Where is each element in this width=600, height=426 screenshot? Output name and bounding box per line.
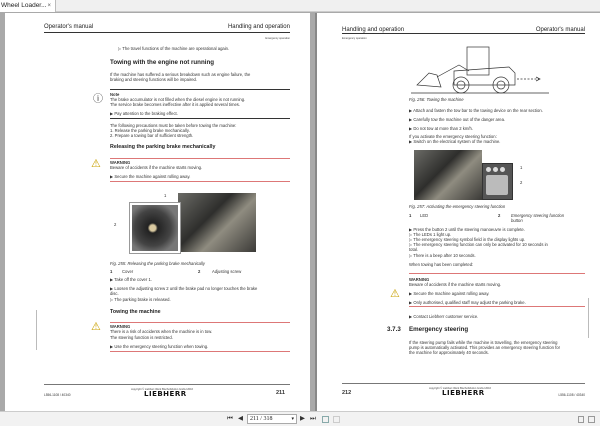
figure-caption: Fig. 256: Towing the machine <box>409 97 464 102</box>
warning-title: WARNING <box>409 277 430 282</box>
close-tab-icon[interactable]: × <box>47 3 51 9</box>
subheader: Emergency operation <box>342 37 367 40</box>
step-result: total. <box>409 247 419 252</box>
warning-rule <box>110 181 290 182</box>
step-result: ▷ There is a beep after 10 seconds. <box>409 253 476 258</box>
legend-label: button <box>511 218 523 223</box>
paragraph-line: the machine for approximately 40 seconds. <box>409 350 489 355</box>
header-right: Handling and operation <box>227 24 290 30</box>
next-page-button[interactable]: ▶ <box>300 415 305 422</box>
section-heading: Towing with the engine not running <box>110 59 215 66</box>
paragraph-line: braking and steering functions will be impaired. <box>110 77 198 82</box>
header-left: Operator's manual <box>44 24 94 30</box>
warning-icon: ⚠ <box>91 158 101 170</box>
header-right: Operator's manual <box>535 27 585 33</box>
tab-bar <box>0 0 600 12</box>
two-page-view-icon[interactable] <box>588 416 595 423</box>
subheader: Emergency operation <box>265 37 290 40</box>
warning-action: ▶ Secure the machine against rolling away. <box>110 174 191 179</box>
header-rule <box>44 32 290 33</box>
warning-rule <box>409 273 585 274</box>
figure-caption: Fig. 257: Activating the emergency steering function <box>409 204 506 209</box>
cab-photo <box>414 150 482 200</box>
step: ▶ Press the button 2 until the steering manoeuvre is complete. <box>409 227 525 232</box>
warning-action: ▶ Only authorised, qualified staff may adjust the parking brake. <box>409 300 526 305</box>
precaution-item: 2. Prepare a towing bar of sufficient strength. <box>110 133 194 138</box>
paste-page-icon[interactable] <box>333 416 340 423</box>
header-rule <box>342 33 585 34</box>
step: ▶ Attach and fasten the tow bar to the towing device on the rear section. <box>409 108 543 113</box>
page-number-value: 211 / 318 <box>250 416 273 422</box>
section-heading: Towing the machine <box>110 309 161 315</box>
note-rule <box>110 89 290 90</box>
copy-page-icon[interactable] <box>322 416 329 423</box>
step: ▶ Switch on the electrical system of the machine. <box>409 139 501 144</box>
warning-rule <box>110 158 290 159</box>
liebherr-logo: LIEBHERR <box>144 390 187 398</box>
legend-label: Cover <box>122 269 134 274</box>
step-result: ▷ The emergency steering symbol field in the display lights up. <box>409 237 526 242</box>
legend-label: Adjusting screw <box>212 269 242 274</box>
warning-rule <box>110 322 290 323</box>
step: ▶ Contact Liebherr customer service. <box>409 314 479 319</box>
warning-line: There is a risk of accidents when the machine is in tow. <box>110 329 213 334</box>
liebherr-logo: LIEBHERR <box>442 389 485 397</box>
first-page-button[interactable]: ⏮ <box>227 415 233 422</box>
warning-title: WARNING <box>110 324 131 329</box>
previous-page-button[interactable]: ◀ <box>238 415 243 422</box>
section-heading: Emergency steering <box>409 326 469 333</box>
warning-title: WARNING <box>110 160 131 165</box>
led-row <box>486 167 509 172</box>
paragraph-line: If the machine has suffered a serious breakdown such as engine failure, the <box>110 72 251 77</box>
parking-brake-photo <box>178 193 256 252</box>
section-number: 3.7.3 <box>387 326 401 333</box>
step-result: ▷ The parking brake is released. <box>110 297 171 302</box>
step-result: ▷ The LEDs 1 light up. <box>409 232 452 237</box>
figure-caption: Fig. 255: Releasing the parking brake mechanically <box>110 261 205 266</box>
header-left: Handling and operation <box>342 27 405 33</box>
step: disc. <box>110 291 119 296</box>
legend-label: LED <box>420 213 429 218</box>
legend-num: 1 <box>409 213 412 218</box>
warning-line: The steering function is restricted. <box>110 335 173 340</box>
info-icon: ⓘ <box>93 94 103 105</box>
copyright: copyright © Liebherr-Werk Bischofshofen GmbH 2016 <box>429 387 491 390</box>
legend-num: 1 <box>110 269 113 274</box>
page-number-input[interactable] <box>247 414 297 424</box>
page-number: 212 <box>342 390 352 396</box>
note-line: The brake accumulator is not filled when the diesel engine is not running. <box>110 97 246 102</box>
single-page-view-icon[interactable] <box>578 416 584 423</box>
callout-label: 1 <box>164 193 167 198</box>
tab-title: Wheel Loader... <box>1 2 47 9</box>
paragraph-line: If the steering pump fails while the machine is travelling, the emergency steering <box>409 340 558 345</box>
side-doc-code <box>588 298 589 338</box>
page-212 <box>315 13 600 411</box>
warning-line: Beware of accidents if the machine starts moving. <box>110 165 203 170</box>
callout-label: 2 <box>114 222 117 227</box>
note-title: Note <box>110 92 120 97</box>
warning-icon: ⚠ <box>91 321 101 333</box>
section-heading: Releasing the parking brake mechanically <box>110 144 216 150</box>
document-tab[interactable] <box>0 0 56 12</box>
wheel-loader-drawing <box>409 45 554 97</box>
legend-label: Emergency steering function <box>511 213 565 218</box>
warning-action: ▶ Use the emergency steering function when towing. <box>110 344 209 349</box>
doc-number: L556-1108 / 40340 <box>44 393 71 397</box>
warning-rule <box>110 351 290 352</box>
viewer-toolbar <box>0 411 600 426</box>
emergency-steering-panel-inset <box>482 163 513 200</box>
warning-icon: ⚠ <box>390 288 400 300</box>
warning-action: ▶ Secure the machine against rolling away. <box>409 291 490 296</box>
adjusting-screw-inset-photo <box>130 203 180 253</box>
note-line: The service brake becomes ineffective after it is applied several times. <box>110 102 241 107</box>
copyright: copyright © Liebherr-Werk Bischofshofen GmbH 2016 <box>131 388 193 391</box>
callout-label: 2 <box>520 180 523 185</box>
step: ▶ Take off the cover 1. <box>110 277 152 282</box>
emergency-steering-button <box>486 175 508 195</box>
footer-rule <box>342 383 585 384</box>
warning-rule <box>409 306 585 307</box>
warning-line: Beware of accidents if the machine starts moving. <box>409 282 502 287</box>
chevron-down-icon[interactable]: ▾ <box>291 417 294 422</box>
note-action: ▶ Pay attention to the braking effect. <box>110 111 178 116</box>
note-rule <box>110 118 290 119</box>
precautions-intro: The following precautions must be taken before towing the machine: <box>110 123 237 128</box>
legend-num: 2 <box>498 213 501 218</box>
paragraph-line: pump is automatically activated. This provides an emergency steering function for <box>409 345 560 350</box>
legend-num: 2 <box>198 269 201 274</box>
precaution-item: 1. Release the parking brake mechanically. <box>110 128 190 133</box>
page-211 <box>5 13 310 411</box>
step: ▶ Do not tow at more than 2 km/h. <box>409 126 473 131</box>
side-doc-code <box>36 310 37 350</box>
doc-number: L556-1108 / 40340 <box>558 393 585 397</box>
footer-rule <box>44 384 290 385</box>
paragraph-line: If you activate the emergency steering function: <box>409 134 497 139</box>
result-line: ▷ The travel functions of the machine are operational again. <box>118 46 230 51</box>
step: ▶ Loosen the adjusting screw 2 until the brake pad no longer touches the brake <box>110 286 258 291</box>
page-number: 211 <box>276 390 285 396</box>
paragraph-line: When towing has been completed: <box>409 262 474 267</box>
step: ▶ Carefully tow the machine out of the danger area. <box>409 117 506 122</box>
callout-label: 1 <box>520 165 523 170</box>
last-page-button[interactable]: ⏭ <box>310 415 316 422</box>
step-result: ▷ The emergency steering function can only be activated for 10 seconds in <box>409 242 548 247</box>
